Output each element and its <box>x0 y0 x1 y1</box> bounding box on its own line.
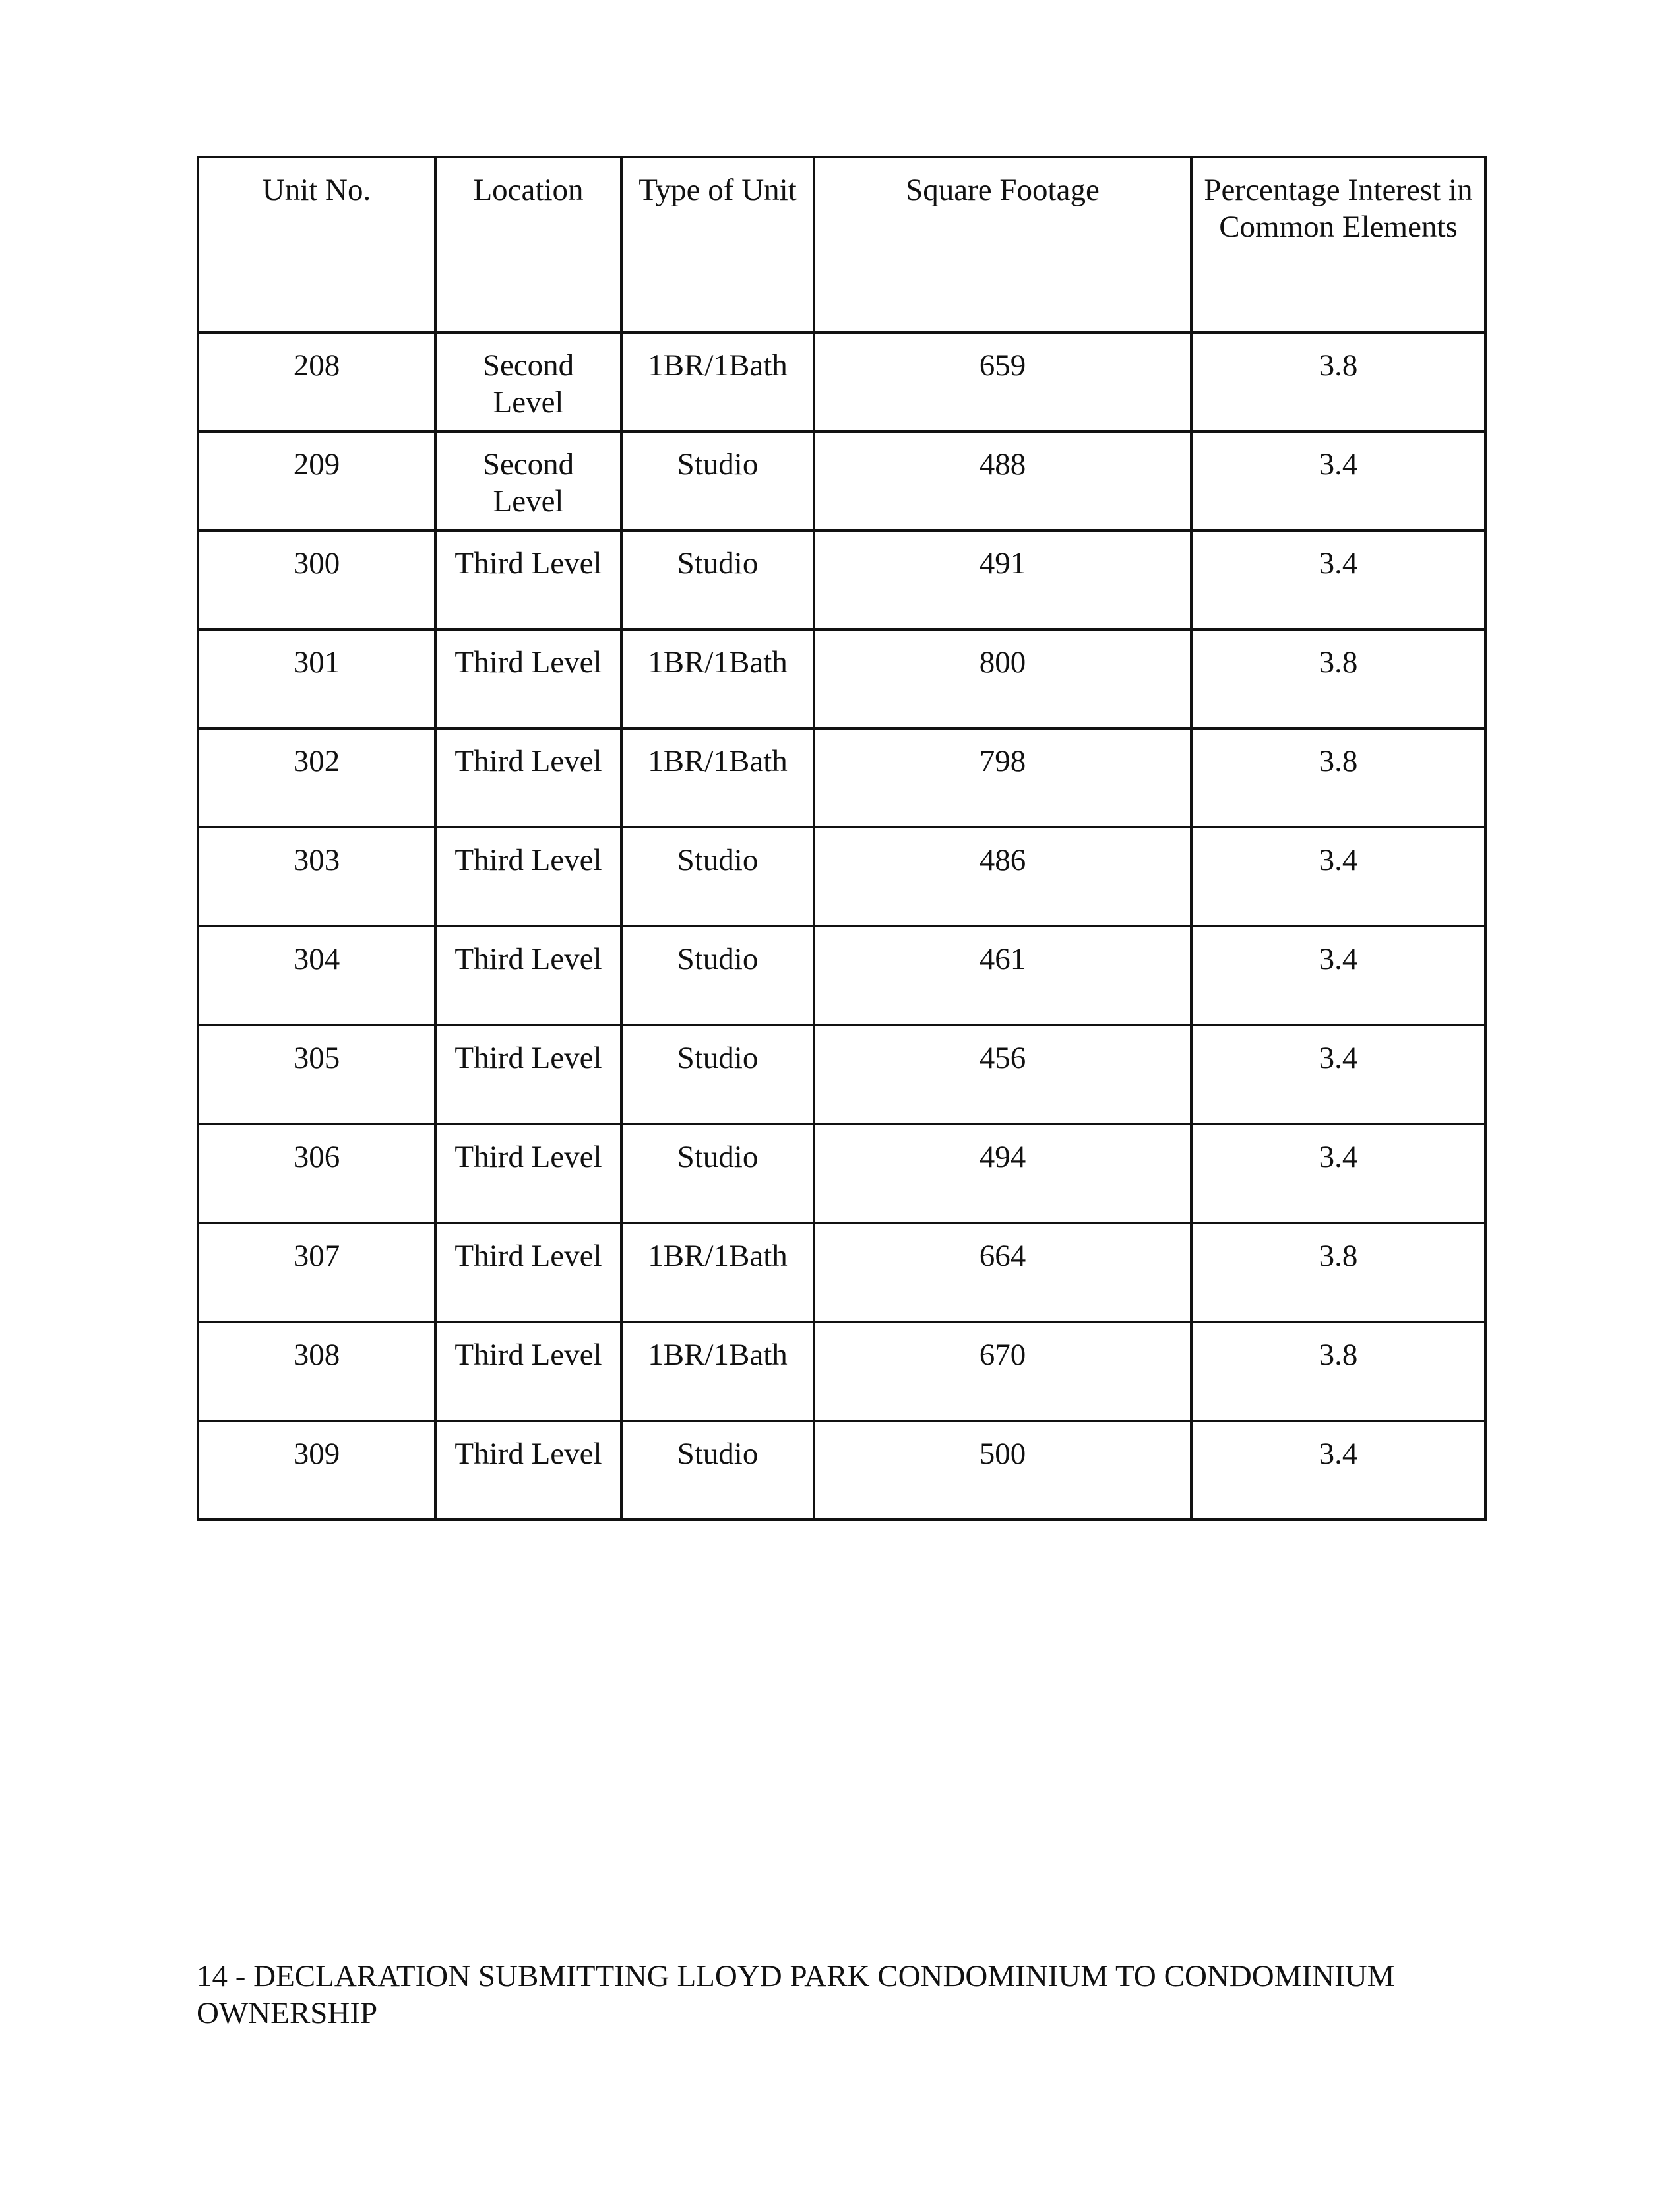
cell-percentage-interest: 3.4 <box>1191 1124 1485 1223</box>
unit-table <box>197 156 1487 1521</box>
header-row <box>198 157 1485 332</box>
cell-square-footage: 500 <box>814 1421 1191 1520</box>
cell-percentage-interest: 3.4 <box>1191 1025 1485 1124</box>
cell-percentage-interest: 3.4 <box>1191 926 1485 1025</box>
cell-type-of-unit: 1BR/1Bath <box>621 728 814 827</box>
cell-percentage-interest: 3.8 <box>1191 1223 1485 1322</box>
cell-unit-no: 309 <box>198 1421 435 1520</box>
cell-location: Third Level <box>435 1322 621 1421</box>
cell-type-of-unit: Studio <box>621 1124 814 1223</box>
cell-location: Second Level <box>435 431 621 530</box>
cell-location: Third Level <box>435 926 621 1025</box>
cell-unit-no: 208 <box>198 332 435 431</box>
cell-type-of-unit: 1BR/1Bath <box>621 332 814 431</box>
cell-location: Third Level <box>435 1421 621 1520</box>
cell-square-footage: 494 <box>814 1124 1191 1223</box>
cell-square-footage: 491 <box>814 530 1191 629</box>
table-row <box>198 1223 1485 1322</box>
cell-square-footage: 488 <box>814 431 1191 530</box>
table-row <box>198 1421 1485 1520</box>
cell-percentage-interest: 3.8 <box>1191 332 1485 431</box>
cell-unit-no: 209 <box>198 431 435 530</box>
table-row <box>198 827 1485 926</box>
cell-location: Third Level <box>435 530 621 629</box>
header-type-of-unit: Type of Unit <box>621 157 814 332</box>
cell-location: Third Level <box>435 1124 621 1223</box>
cell-unit-no: 302 <box>198 728 435 827</box>
table-row <box>198 629 1485 728</box>
cell-location: Third Level <box>435 1223 621 1322</box>
cell-location: Third Level <box>435 1025 621 1124</box>
cell-type-of-unit: Studio <box>621 1421 814 1520</box>
cell-square-footage: 800 <box>814 629 1191 728</box>
cell-type-of-unit: Studio <box>621 926 814 1025</box>
cell-percentage-interest: 3.8 <box>1191 629 1485 728</box>
table-row <box>198 926 1485 1025</box>
cell-unit-no: 308 <box>198 1322 435 1421</box>
cell-type-of-unit: Studio <box>621 530 814 629</box>
header-location: Location <box>435 157 621 332</box>
cell-type-of-unit: Studio <box>621 431 814 530</box>
cell-square-footage: 486 <box>814 827 1191 926</box>
cell-percentage-interest: 3.4 <box>1191 827 1485 926</box>
cell-type-of-unit: 1BR/1Bath <box>621 1322 814 1421</box>
cell-square-footage: 659 <box>814 332 1191 431</box>
table-row <box>198 1124 1485 1223</box>
cell-square-footage: 670 <box>814 1322 1191 1421</box>
cell-unit-no: 306 <box>198 1124 435 1223</box>
cell-percentage-interest: 3.8 <box>1191 728 1485 827</box>
cell-square-footage: 461 <box>814 926 1191 1025</box>
cell-square-footage: 798 <box>814 728 1191 827</box>
cell-percentage-interest: 3.4 <box>1191 1421 1485 1520</box>
cell-percentage-interest: 3.4 <box>1191 530 1485 629</box>
cell-square-footage: 664 <box>814 1223 1191 1322</box>
table-row <box>198 332 1485 431</box>
table-row <box>198 530 1485 629</box>
table-row <box>198 728 1485 827</box>
cell-percentage-interest: 3.8 <box>1191 1322 1485 1421</box>
cell-percentage-interest: 3.4 <box>1191 431 1485 530</box>
cell-location: Second Level <box>435 332 621 431</box>
cell-unit-no: 305 <box>198 1025 435 1124</box>
table-row <box>198 431 1485 530</box>
unit-table-header <box>198 157 1485 332</box>
header-square-footage: Square Footage <box>814 157 1191 332</box>
cell-square-footage: 456 <box>814 1025 1191 1124</box>
cell-location: Third Level <box>435 728 621 827</box>
cell-location: Third Level <box>435 827 621 926</box>
table-row <box>198 1322 1485 1421</box>
table-row <box>198 1025 1485 1124</box>
cell-location: Third Level <box>435 629 621 728</box>
header-percentage-interest: Percentage Interest in Common Elements <box>1191 157 1485 332</box>
cell-unit-no: 307 <box>198 1223 435 1322</box>
cell-type-of-unit: Studio <box>621 1025 814 1124</box>
cell-type-of-unit: Studio <box>621 827 814 926</box>
cell-unit-no: 300 <box>198 530 435 629</box>
cell-type-of-unit: 1BR/1Bath <box>621 629 814 728</box>
header-unit-no: Unit No. <box>198 157 435 332</box>
cell-unit-no: 301 <box>198 629 435 728</box>
cell-type-of-unit: 1BR/1Bath <box>621 1223 814 1322</box>
cell-unit-no: 303 <box>198 827 435 926</box>
unit-table-body <box>198 332 1485 1520</box>
page-footer: 14 - DECLARATION SUBMITTING LLOYD PARK CONDOMINIUM TO CONDOMINIUM OWNERSHIP <box>197 1959 1395 2030</box>
cell-unit-no: 304 <box>198 926 435 1025</box>
